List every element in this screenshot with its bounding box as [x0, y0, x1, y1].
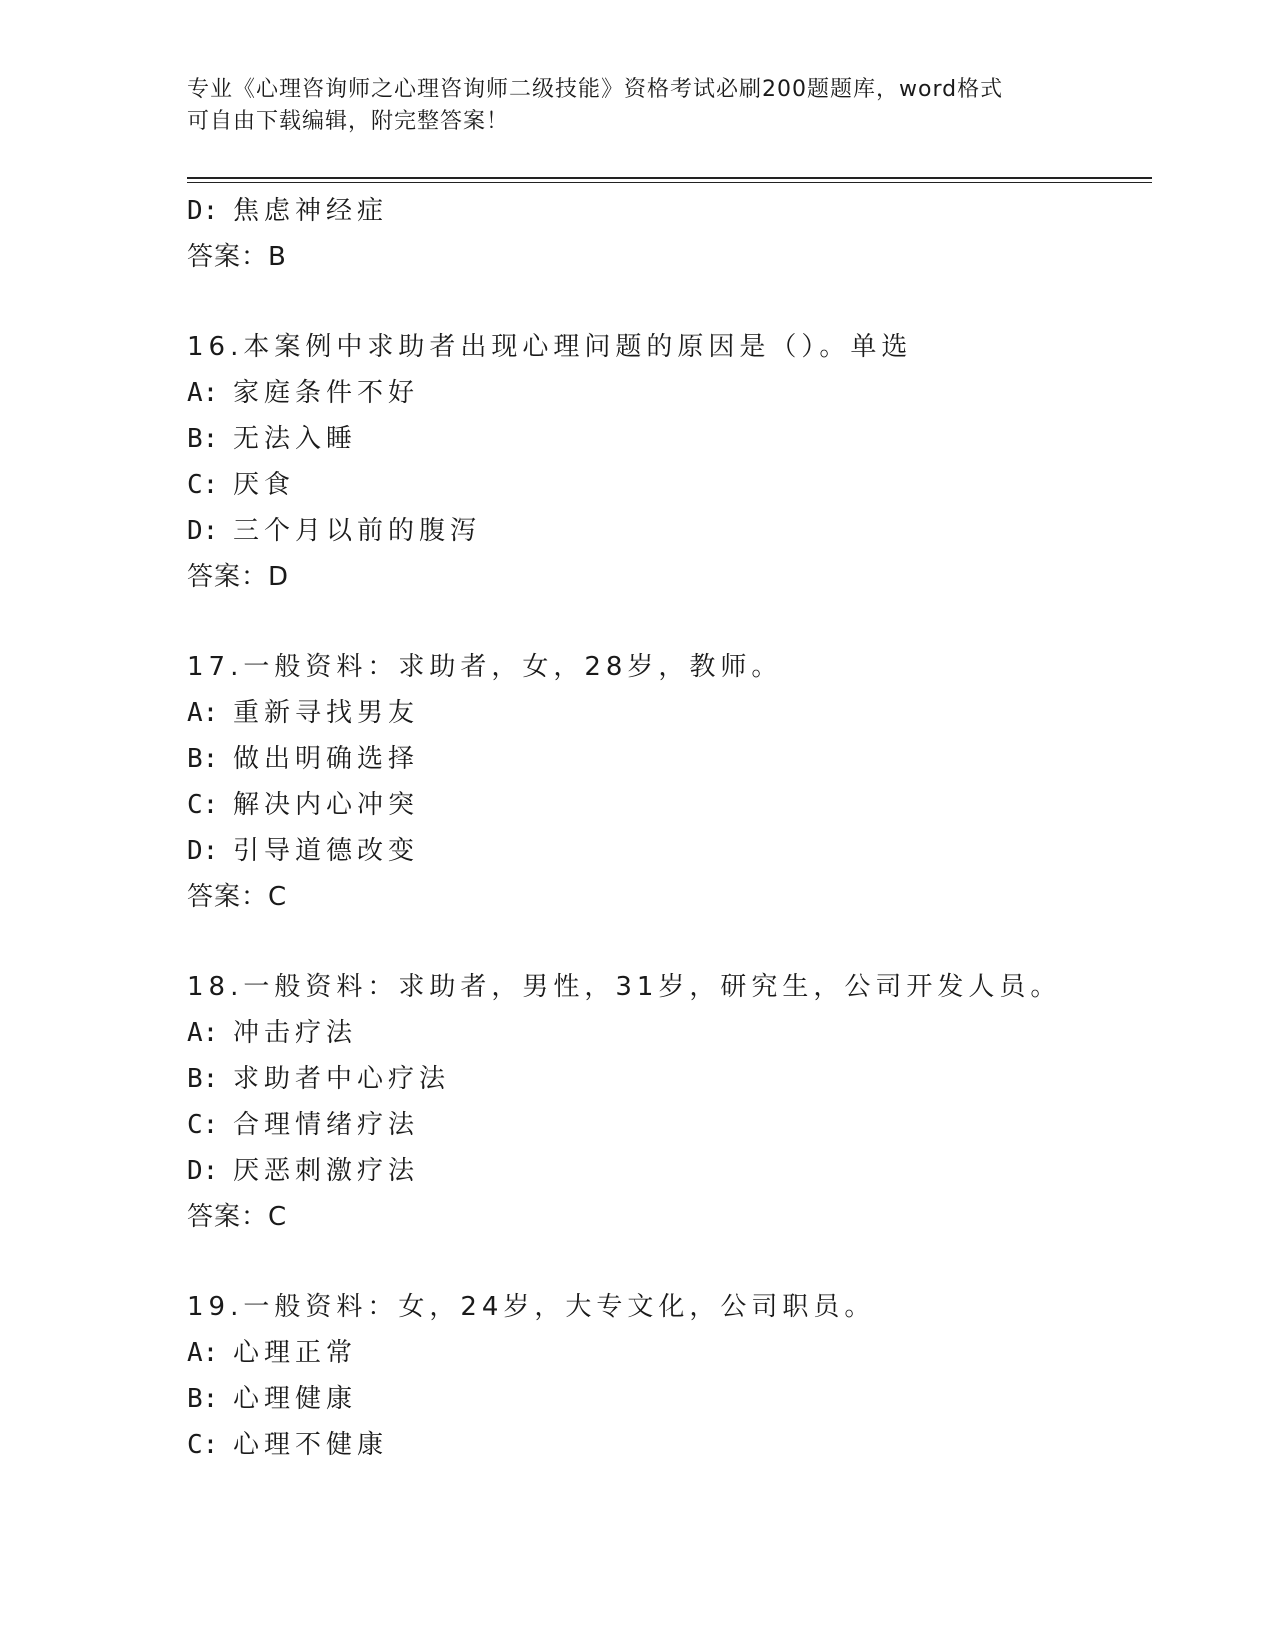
- option-text: 厌食: [233, 470, 296, 500]
- header-line-2: 可自由下载编辑，附完整答案！: [187, 109, 510, 134]
- option-line: [187, 690, 1167, 736]
- option-text: 合理情绪疗法: [233, 1110, 420, 1140]
- option-line: [187, 736, 1167, 782]
- option-text: 心理正常: [233, 1338, 358, 1368]
- option-label: A:: [187, 1018, 219, 1048]
- answer-line: 答案：C: [187, 1202, 288, 1232]
- question-19: [187, 1284, 1167, 1468]
- question-17: [187, 644, 1167, 920]
- option-line: [187, 188, 1167, 234]
- option-line: [187, 1422, 1167, 1468]
- option-line: [187, 1330, 1167, 1376]
- option-text: 厌恶刺激疗法: [233, 1156, 420, 1186]
- header-line-1: 专业《心理咨询师之心理咨询师二级技能》资格考试必刷200题题库，word格式: [187, 77, 1004, 102]
- partial-question: [187, 188, 1167, 280]
- question-title: 19.一般资料：女，24岁，大专文化，公司职员。: [187, 1292, 876, 1322]
- option-line: [187, 416, 1167, 462]
- option-line: [187, 508, 1167, 554]
- option-text: 求助者中心疗法: [233, 1064, 451, 1094]
- option-text: 做出明确选择: [233, 744, 420, 774]
- option-label: B:: [187, 424, 219, 454]
- option-text: 引导道德改变: [233, 836, 420, 866]
- option-label: A:: [187, 1338, 219, 1368]
- option-label: C:: [187, 1110, 219, 1140]
- option-text: 心理不健康: [233, 1430, 389, 1460]
- option-label: D:: [187, 516, 219, 546]
- option-label: C:: [187, 790, 219, 820]
- option-label: B:: [187, 1064, 219, 1094]
- option-label: B:: [187, 1384, 219, 1414]
- question-18: [187, 964, 1167, 1240]
- question-16: [187, 324, 1167, 600]
- option-label: B:: [187, 744, 219, 774]
- answer-line: 答案：C: [187, 882, 288, 912]
- option-line: [187, 462, 1167, 508]
- option-label: D:: [187, 196, 219, 226]
- option-line: [187, 370, 1167, 416]
- option-text: 冲击疗法: [233, 1018, 358, 1048]
- option-text: 解决内心冲突: [233, 790, 420, 820]
- option-text: 焦虑神经症: [233, 196, 389, 226]
- option-line: [187, 1148, 1167, 1194]
- option-line: [187, 1056, 1167, 1102]
- option-text: 重新寻找男友: [233, 698, 420, 728]
- answer-line: 答案：B: [187, 242, 287, 272]
- document-header: [187, 74, 1107, 138]
- option-label: C:: [187, 1430, 219, 1460]
- question-title: 17.一般资料：求助者，女，28岁，教师。: [187, 652, 783, 682]
- question-title: 16.本案例中求助者出现心理问题的原因是（）。单选: [187, 332, 913, 362]
- option-text: 三个月以前的腹泻: [233, 516, 482, 546]
- option-label: D:: [187, 1156, 219, 1186]
- option-text: 心理健康: [233, 1384, 358, 1414]
- answer-line: 答案：D: [187, 562, 290, 592]
- option-text: 无法入睡: [233, 424, 358, 454]
- option-label: A:: [187, 698, 219, 728]
- question-list: [187, 188, 1167, 1468]
- question-title: 18.一般资料：求助者，男性，31岁，研究生，公司开发人员。: [187, 972, 1062, 1002]
- option-label: A:: [187, 378, 219, 408]
- option-line: [187, 782, 1167, 828]
- header-divider-thick: [187, 177, 1152, 179]
- option-line: [187, 1010, 1167, 1056]
- option-text: 家庭条件不好: [233, 378, 420, 408]
- option-label: D:: [187, 836, 219, 866]
- option-line: [187, 1102, 1167, 1148]
- option-label: C:: [187, 470, 219, 500]
- header-divider-thin: [187, 182, 1152, 183]
- option-line: [187, 1376, 1167, 1422]
- option-line: [187, 828, 1167, 874]
